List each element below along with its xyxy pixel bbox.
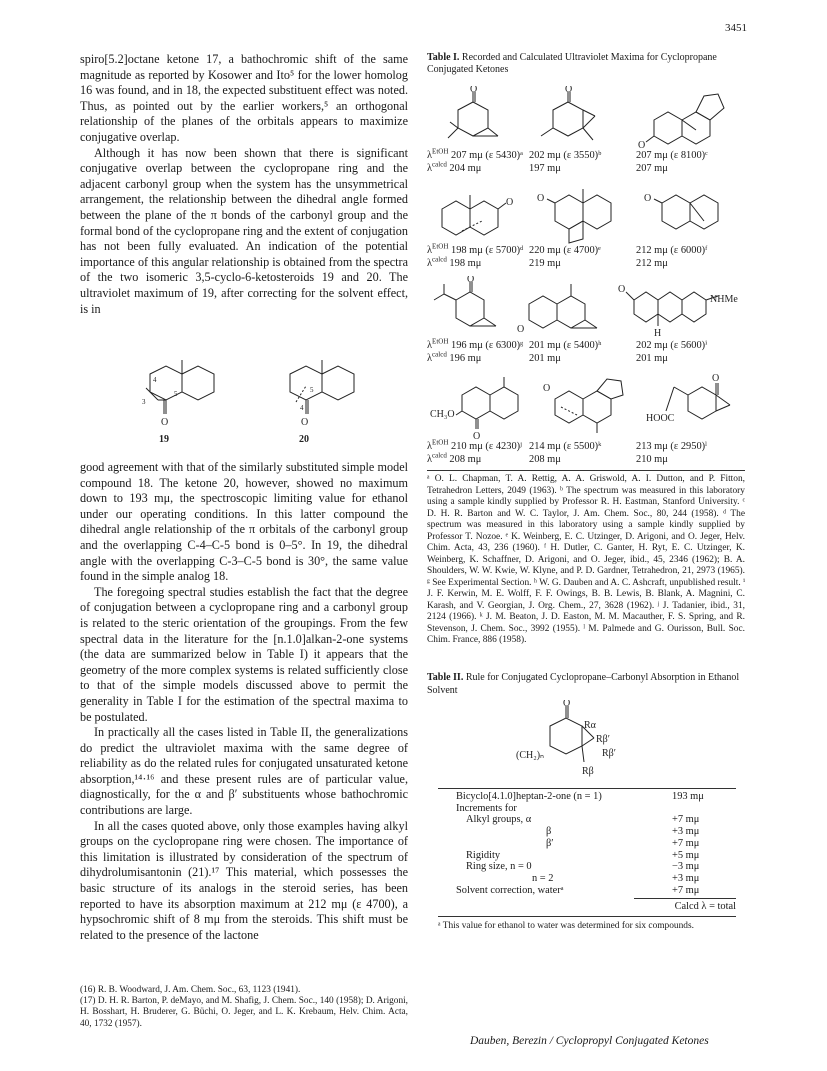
svg-text:5: 5: [310, 386, 314, 394]
svg-text:O: O: [617, 284, 625, 295]
svg-text:CH₃O: CH₃O: [430, 409, 455, 420]
svg-text:O: O: [637, 140, 645, 150]
svg-text:NHMe: NHMe: [709, 294, 738, 305]
svg-text:O: O: [644, 193, 652, 204]
oxygen-label: O: [563, 700, 571, 709]
svg-text:4: 4: [300, 404, 304, 412]
svg-text:5: 5: [174, 390, 178, 398]
body-paragraph: In practically all the cases listed in Table II, the generalizations do predict the ultraviolet maxima with the same degree of reliability as do the related rules for conjugated unsaturated ketone absorption,¹⁴·¹⁶ and these present rules are of particular value, diagnostically, for the α and β′ substituents whose bathochromic contributions are large.: [80, 725, 408, 818]
svg-text:4: 4: [153, 376, 157, 384]
compound-label-20: 20: [299, 434, 309, 445]
left-column-top: [80, 52, 408, 317]
table-2-footnote: ᵃ This value for ethanol to water was determined for six compounds.: [438, 921, 694, 932]
footnote: (17) D. H. R. Barton, P. deMayo, and M. Shafig, J. Chem. Soc., 140 (1958); D. Arigoni, H. Bosshart, H. Bruderer, G. Büchi, O. Jeger, and L. K. Krebaum, Helv. Chim. Acta, 40, 1732 (1957).: [80, 996, 408, 1029]
oxygen-label: O: [301, 417, 309, 428]
lambda-row-observed: $\lambda^{EtOH}$ 210 mμ (ε 4230)ʲ 214 mμ (ε 5500)ᵏ 213 mμ (ε 2950)ˡ: [427, 438, 707, 452]
lambda-row-observed: $\lambda^{EtOH}$ 207 mμ (ε 5430)ᵃ 202 mμ (ε 3550)ᵇ 207 mμ (ε 8100)ᶜ: [427, 147, 708, 161]
divider: [427, 470, 745, 471]
body-paragraph: good agreement with that of the similarly substituted simple model compound 18. The ketone 20, however, showed no maximum down to 193 mμ, the spectroscopic limiting value for ethanol under our operating conditions. In this latter compound the dihedral angle relationship of the π orbitals of the carbonyl group and the overlapping C-4–C-5 bond is 0–5°. In 19, the dihedral angle with the overlapping C-3–C-5 bond is 30°, the same value found in the simple analog 18.: [80, 460, 408, 584]
ch2n-label: (CH₂)ₙ: [516, 750, 545, 761]
table-row: Alkyl groups, α +7 mμ: [466, 814, 700, 826]
r-alpha-label: Rα: [584, 720, 596, 731]
lambda-row-calculated: $\lambda^{calcd}$ 196 mμ 201 mμ 201 mμ: [427, 350, 668, 364]
structure-drawing: [541, 371, 641, 441]
table-row: β +3 mμ: [546, 826, 700, 838]
footnote: (16) R. B. Woodward, J. Am. Chem. Soc., 63, 1123 (1941).: [80, 985, 301, 995]
structure-drawing: [511, 276, 611, 340]
body-paragraph: In all the cases quoted above, only those examples having alkyl groups on the cyclopropane ring were chosen. The importance of this limitation is illustrated by consideration of the spectrum of dihydrolumisantonin (21).¹⁷ This material, which possesses the basic structure of its analogs in the steroid series, has been reported to have its absorption maximum at 212 mμ (ε 4700), a hypsochromic shift of 8 mμ from the steroids. This shift must be related to the presence of the lactone: [80, 818, 408, 942]
structure-drawing: [644, 371, 744, 441]
svg-text:O: O: [505, 197, 513, 208]
svg-text:H: H: [653, 328, 661, 339]
table-row: n = 2 +3 mμ: [532, 872, 700, 884]
svg-text:O: O: [473, 431, 481, 441]
structure-drawing: [428, 371, 538, 441]
table-row: β′ +7 mμ: [546, 837, 700, 849]
oxygen-label: O: [161, 417, 169, 428]
structure-row: [427, 181, 745, 245]
structure-drawing: [531, 181, 631, 245]
structure-row: [427, 86, 745, 150]
figure-ketosteroids-19-20: [120, 352, 370, 448]
svg-text:O: O: [536, 193, 545, 204]
svg-text:O: O: [711, 373, 719, 384]
table-2-total: Calcd λ = total: [674, 901, 736, 913]
structure-drawing: [510, 700, 640, 786]
lambda-row-calculated: $\lambda^{calcd}$ 204 mμ 197 mμ 207 mμ: [427, 160, 668, 174]
structure-drawing: [640, 181, 740, 245]
svg-text:3: 3: [142, 398, 146, 406]
table-1-caption: Table I. Recorded and Calculated Ultraviolet Maxima for Cyclopropane Conjugated Ketones: [427, 52, 717, 75]
table-row: Solvent correction, waterᵃ +7 mμ: [456, 884, 700, 896]
structure-drawing: [614, 276, 744, 340]
table-row: Bicyclo[4.1.0]heptan-2-one (n = 1) 193 mμ: [456, 791, 704, 802]
structure-drawing: [438, 86, 508, 150]
left-column-bottom: [80, 460, 408, 943]
structure-drawing: [634, 86, 734, 150]
svg-text:HOOC: HOOC: [645, 413, 674, 424]
structure-row: [427, 276, 745, 340]
r-beta-prime-label: Rβ′: [602, 748, 616, 759]
table-2-caption: Table II. Rule for Conjugated Cyclopropane–Carbonyl Absorption in Ethanol Solvent: [427, 672, 740, 696]
lambda-row-observed: $\lambda^{EtOH}$ 198 mμ (ε 5700)ᵈ 220 mμ (ε 4700)ᵉ 212 mμ (ε 6000)ᶠ: [427, 242, 708, 256]
body-paragraph: Although it has now been shown that there is significant conjugative overlap between the cyclopropane ring and the adjacent carbonyl group when the system has the unsymmetrical arrangement, the relationship between the dihedral angle formed between the plane of the π bonds of the carbonyl group and the formal bond of the cyclopropane ring and the extent of conjugation has not been fully evaluated. An indication of the potential importance of this angular relationship is obtained from the spectra of the two isomeric 3,5-cyclo-6-ketosteroids 19 and 20. The ultraviolet maximum of 19, after correcting for the solvent effect, is in: [80, 145, 408, 316]
divider: [634, 898, 736, 899]
svg-text:O: O: [516, 324, 525, 335]
divider: [438, 788, 736, 789]
table-row: Increments for: [456, 802, 517, 814]
body-paragraph: spiro[5.2]octane ketone 17, a bathochromic shift of the same magnitude as reported by Kosower and Ito⁵ for the lower homolog 16 was found, and in 18, the expected substituent effect was noted. Thus, as pointed out by the earlier workers,⁵ an orthogonal relationship of the planes of the orbitals appears to maximize conjugative overlap.: [80, 52, 408, 144]
structure-drawing: [432, 181, 522, 245]
table-2: [427, 672, 745, 697]
running-footer: Dauben, Berezin / Cyclopropyl Conjugated Ketones: [470, 1035, 709, 1047]
structure-drawing: [531, 86, 611, 150]
svg-text:O: O: [467, 276, 475, 285]
svg-text:O: O: [470, 86, 478, 95]
compound-label-19: 19: [159, 434, 169, 445]
lambda-row-calculated: $\lambda^{calcd}$ 198 mμ 219 mμ 212 mμ: [427, 255, 668, 269]
structure-drawing: [120, 352, 370, 448]
lambda-row-observed: $\lambda^{EtOH}$ 196 mμ (ε 6300)ᵍ 201 mμ (ε 5400)ʰ 202 mμ (ε 5600)ⁱ: [427, 337, 708, 351]
svg-text:O: O: [542, 383, 551, 394]
left-footnotes: [80, 985, 408, 1030]
table-row: Rigidity +5 mμ: [466, 849, 700, 861]
structure-drawing: [428, 276, 508, 340]
table-row: Ring size, n = 0 −3 mμ: [466, 861, 700, 873]
svg-text:O: O: [564, 86, 573, 95]
body-paragraph: The foregoing spectral studies establish the fact that the degree of conjugation between a cyclopropane ring and a carbonyl group is related to the steric orientation of the groupings. From the few spectral data in the literature for the [n.1.0]alkan-2-one systems (the data are summarized below in Table I) it appears that the geometry of the more complex systems is related sufficiently close to that of the simple models discussed above to permit the generality in Table I for the estimation of the spectral maxima to be postulated.: [80, 584, 408, 724]
structure-row: [427, 371, 745, 441]
table-2-structure: [510, 700, 640, 791]
divider: [438, 916, 736, 917]
r-beta-label: Rβ: [582, 766, 594, 777]
table-1-notes: ᵃ O. L. Chapman, T. A. Rettig, A. A. Griswold, A. I. Dutton, and P. Fitton, Tetrahedron Letters, 2049 (1963). ᵇ The spectrum was measured in this laboratory using a sample kindly supplied by Professor R. H. Eastman, Stanford University. ᶜ D. H. R. Barton and W. C. Taylor, J. Am. Chem. Soc., 80, 244 (1958). ᵈ The spectrum was measured in this laboratory using a sample kindly supplied by Professor T. Nozoe. ᵉ K. Weinberg, E. C. Utzinger, D. Arigoni, and O. Jeger, Helv. Chim. Acta, 43, 236 (1960). ᶠ H. Dutler, C. Ganter, H. Ryt, E. C. Utzinger, K. Weinberg, K. Schaffner, D. Arigoni, and O. Jeger, ibid., 45, 2346 (1962); B. A. Shoulders, W. W. Kwie, W. Klyne, and P. D. Gardner, Tetrahedron, 21, 2973 (1965). ᵍ See Experimental Section. ʰ W. G. Dauben and A. C. Ashcraft, unpublished result. ⁱ J. F. Kerwin, M. E. Wolff, F. F. Owings, B. B. Lewis, B. Blank, A. Magnini, C. Karash, and V. Georgian, J. Org. Chem., 27, 3628 (1962). ʲ J. Tadanier, ibid., 31, 2124 (1966). ᵏ J. M. Beaton, J. D. Easton, M. M. Macauther, F. S. Spring, and R. Stevenson, J. Chem. Soc., 3992 (1955). ˡ M. Palmede and G. Ourisson, Bull. Soc. Chim. France, 886 (1958).: [427, 474, 745, 645]
page-number: 3451: [725, 22, 747, 34]
r-beta-prime-label: Rβ′: [596, 734, 610, 745]
lambda-row-calculated: $\lambda^{calcd}$ 208 mμ 208 mμ 210 mμ: [427, 451, 668, 465]
table-2-body: [438, 788, 736, 932]
table-1: [427, 52, 745, 647]
